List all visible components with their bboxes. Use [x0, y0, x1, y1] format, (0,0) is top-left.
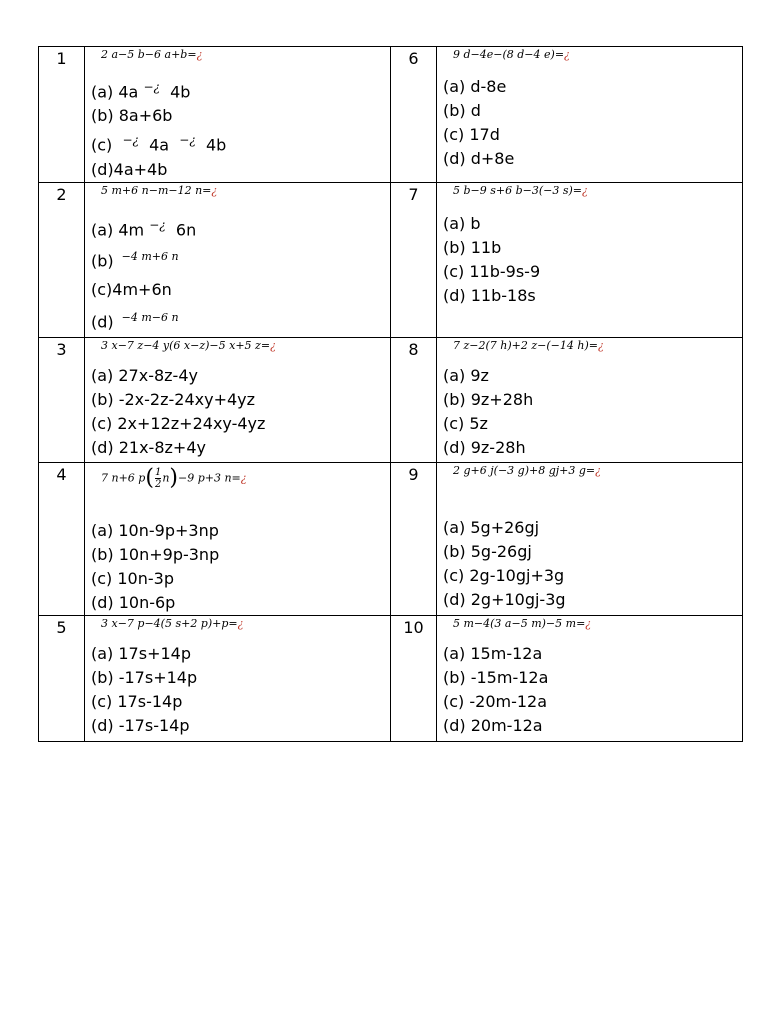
option-list: [443, 642, 742, 738]
option-d: (d) 10n-6p: [91, 592, 176, 612]
table-row: [39, 462, 743, 615]
option-b: (b) -15m-12a: [443, 667, 549, 687]
table-row: [39, 47, 743, 183]
option-b: (b) 10n+9p-3np: [91, 544, 220, 564]
option-list: [443, 364, 742, 460]
fraction: $\frac{1}{2}$: [154, 466, 162, 490]
question-expression: 7 n+6 p( $\frac{1}{2}$ n)−9 p+3 n=¿: [101, 465, 247, 491]
option-a: (a) 4m −¿ 6n: [91, 217, 197, 239]
option-c: (c) 2x+12z+24xy-4yz: [91, 413, 266, 433]
question-number: 4: [39, 462, 85, 615]
question-cell: [85, 182, 391, 337]
question-cell: [85, 615, 391, 741]
table-row: [39, 182, 743, 337]
option-list: [91, 213, 390, 337]
question-expression: 2 g+6 j(−3 g)+8 gj+3 g=¿: [453, 463, 602, 477]
question-number: 2: [39, 182, 85, 337]
question-expression: 5 b−9 s+6 b−3(−3 s)=¿: [453, 183, 588, 197]
question-cell: [437, 182, 743, 337]
question-number: 3: [39, 337, 85, 462]
question-number: 7: [391, 182, 437, 337]
option-list: [91, 642, 390, 738]
option-b: (b) 8a+6b: [91, 106, 173, 126]
option-b: (b) 11b: [443, 237, 502, 257]
option-a: (a) 17s+14p: [91, 643, 191, 663]
option-b: (b) -2x-2z-24xy+4yz: [91, 389, 256, 409]
option-a: (a) 5g+26gj: [443, 517, 540, 537]
question-expression: 5 m+6 n−m−12 n=¿: [101, 183, 218, 197]
question-number: 8: [391, 337, 437, 462]
option-list: [91, 519, 390, 615]
table-row: [39, 337, 743, 462]
question-cell: [437, 47, 743, 183]
option-d: (d) $^{-4 m-6 n}$: [91, 311, 179, 332]
option-c: (c) −¿ 4a −¿ 4b: [91, 133, 227, 155]
option-c: (c) 10n-3p: [91, 568, 174, 588]
option-c: (c)4m+6n: [91, 280, 172, 300]
table-row: [39, 615, 743, 741]
option-list: [91, 75, 390, 182]
option-d: (d) 9z-28h: [443, 437, 526, 457]
option-c: (c) -20m-12a: [443, 691, 548, 711]
option-list: [443, 212, 742, 308]
option-a: (a) 10n-9p+3np: [91, 520, 219, 540]
option-d: (d) 20m-12a: [443, 715, 543, 735]
question-expression: 7 z−2(7 h)+2 z−(−14 h)=¿: [453, 338, 604, 352]
option-b: (b) -17s+14p: [91, 667, 198, 687]
option-d: (d) 21x-8z+4y: [91, 437, 206, 457]
option-b: (b) d: [443, 101, 481, 120]
option-d: (d) 2g+10gj-3g: [443, 589, 566, 609]
question-cell: [85, 462, 391, 615]
option-a: (a) d-8e: [443, 77, 507, 96]
option-a: (a) 27x-8z-4y: [91, 365, 198, 385]
question-number: 9: [391, 462, 437, 615]
question-table: [38, 46, 743, 742]
question-expression: 9 d−4e−(8 d−4 e)=¿: [453, 48, 570, 61]
option-list: [443, 75, 742, 171]
option-a: (a) 9z: [443, 365, 489, 385]
option-d: (d) -17s-14p: [91, 715, 190, 735]
option-a: (a) 4a −¿ 4b: [91, 80, 191, 102]
option-c: (c) 17d: [443, 125, 500, 144]
option-b: (b) 5g-26gj: [443, 541, 532, 561]
option-b: (b) 9z+28h: [443, 389, 534, 409]
option-d: (d) 11b-18s: [443, 285, 536, 305]
option-b: (b) $^{-4 m+6 n}$: [91, 249, 179, 271]
question-expression: 5 m−4(3 a−5 m)−5 m=¿: [453, 616, 592, 630]
question-number: 10: [391, 615, 437, 741]
question-number: 5: [39, 615, 85, 741]
question-expression: 3 x−7 z−4 y(6 x−z)−5 x+5 z=¿: [101, 338, 276, 352]
option-d: (d) d+8e: [443, 149, 515, 168]
question-number: 6: [391, 47, 437, 183]
option-list: [91, 364, 390, 460]
option-a: (a) b: [443, 213, 481, 233]
question-expression: 2 a−5 b−6 a+b=¿: [101, 48, 203, 61]
question-number: 1: [39, 47, 85, 183]
option-c: (c) 2g-10gj+3g: [443, 565, 565, 585]
option-d: (d)4a+4b: [91, 159, 168, 179]
option-c: (c) 17s-14p: [91, 691, 183, 711]
question-cell: [437, 462, 743, 615]
option-list: [443, 516, 742, 612]
option-c: (c) 11b-9s-9: [443, 261, 541, 281]
question-expression: 3 x−7 p−4(5 s+2 p)+p=¿: [101, 616, 244, 630]
question-cell: [85, 337, 391, 462]
worksheet: [38, 46, 730, 742]
option-c: (c) 5z: [443, 413, 488, 433]
question-cell: [437, 615, 743, 741]
option-a: (a) 15m-12a: [443, 643, 543, 663]
question-cell: [85, 47, 391, 183]
question-cell: [437, 337, 743, 462]
